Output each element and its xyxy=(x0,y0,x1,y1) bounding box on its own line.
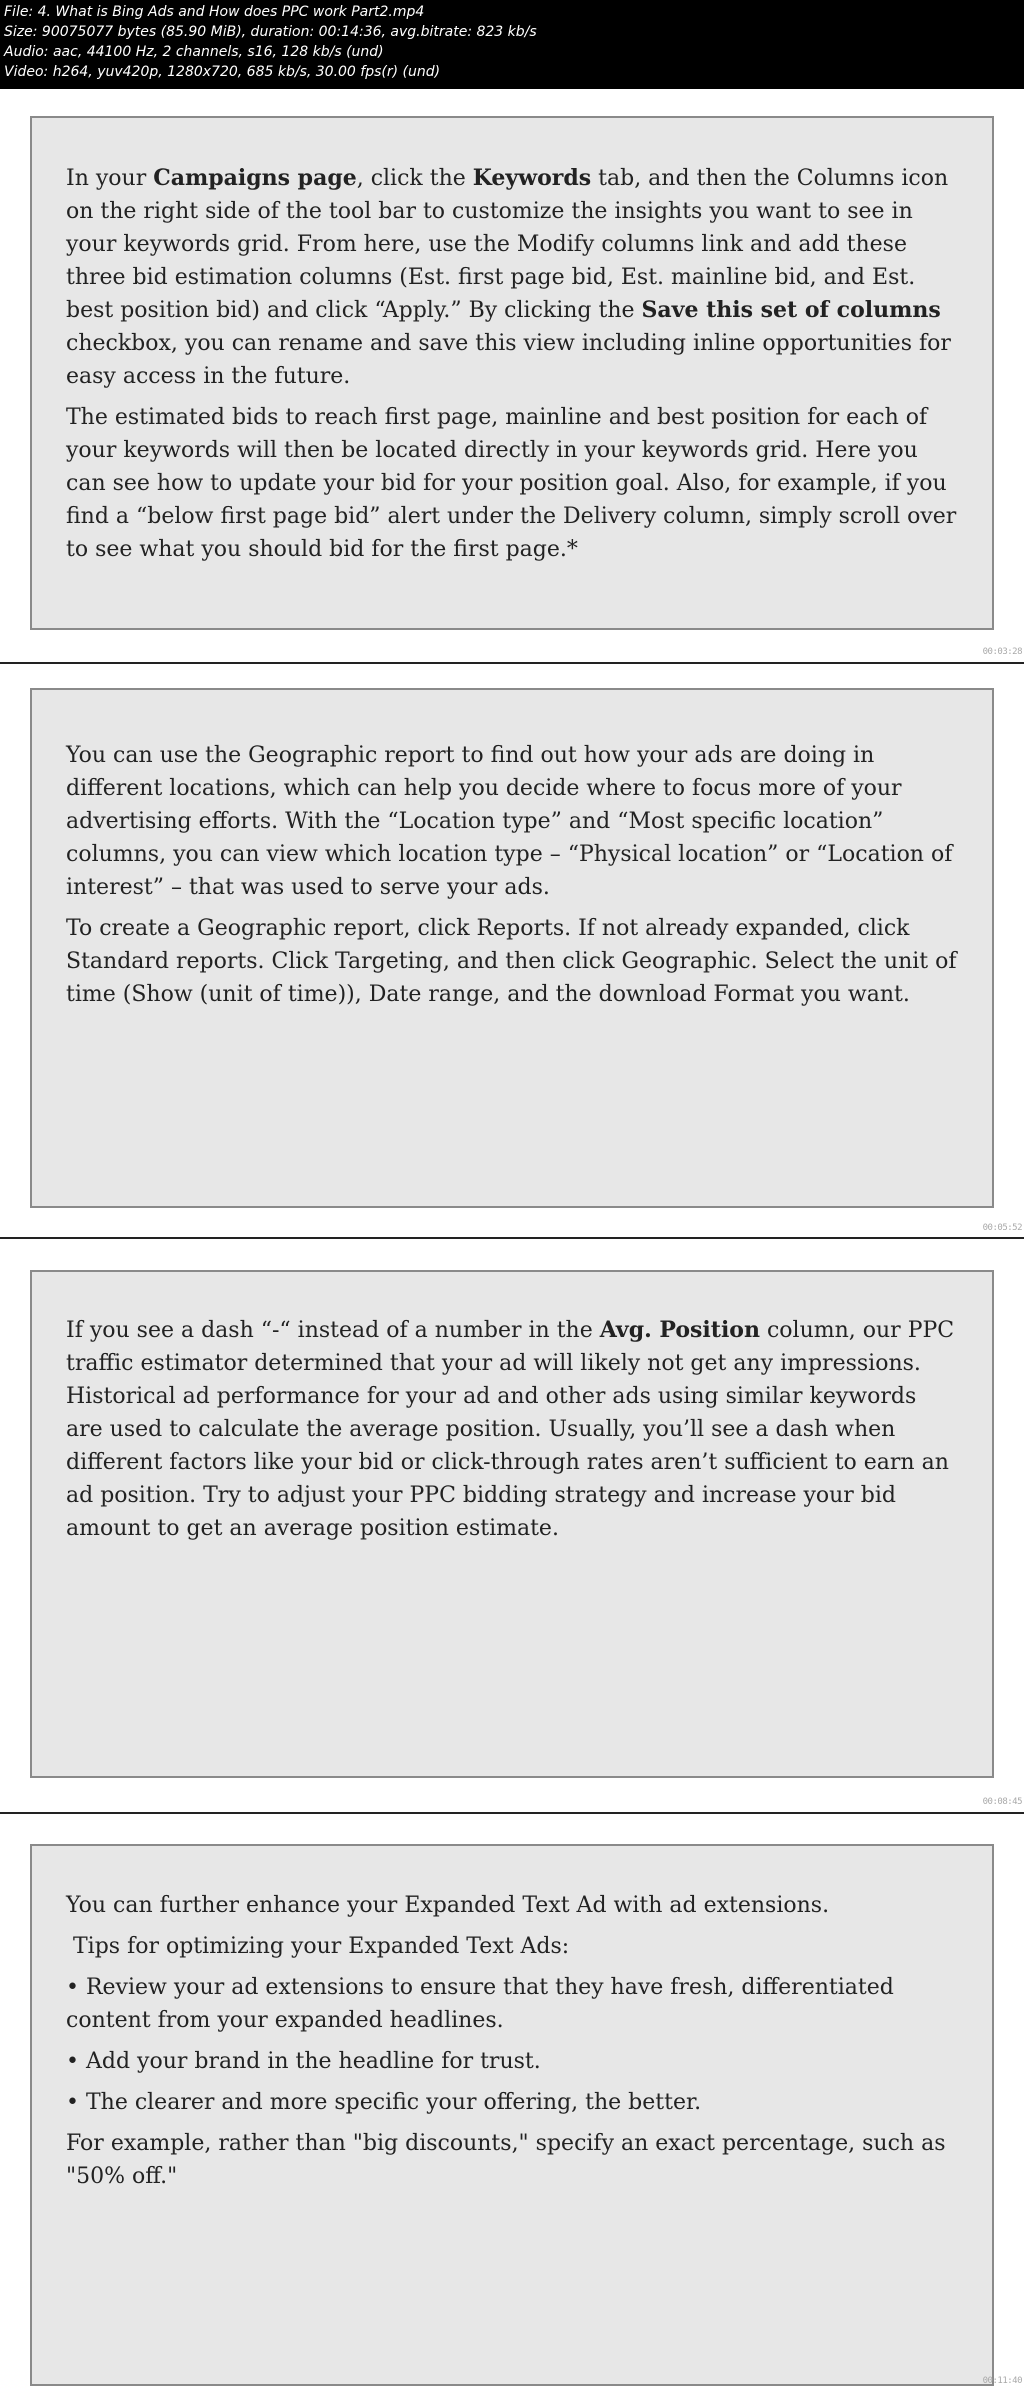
bold-text: Avg. Position xyxy=(599,1317,760,1343)
slide-text-4 xyxy=(66,1889,958,2201)
bold-text: Campaigns page xyxy=(153,165,357,191)
timestamp: 00:03:28 xyxy=(982,647,1022,657)
video-frame-1 xyxy=(0,89,1024,662)
video-frame-2 xyxy=(0,664,1024,1237)
bullet-item: • Review your ad extensions to ensure that they have fresh, differentiated content from your expanded headlines. xyxy=(66,1975,894,2033)
paragraph: For example, rather than "big discounts," specify an exact percentage, such as "50% off." xyxy=(66,2131,946,2189)
paragraph: The estimated bids to reach first page, mainline and best position for each of your keywords will then be located directly in your keywords grid. Here you can see how to update your bid for your position goal. Also, for example, if you find a “below first page bid” alert under the Delivery column, simply scroll over to see what you should bid for the first page.* xyxy=(66,405,957,562)
video-frame-3 xyxy=(0,1239,1024,1812)
bold-text: Keywords xyxy=(472,165,592,191)
text-run: , click the xyxy=(356,166,473,191)
text-run: tab, and then the Columns icon on the right side of the tool bar to customize the insights you want to see in your keywords grid. From here, use the Modify columns link and add these three bid estimation columns (Est. first page bid, Est. mainline bid, and Est. best position bid) and click “Apply.” By clicking the xyxy=(66,166,949,323)
slide-text-1 xyxy=(66,162,958,574)
video-frame-4 xyxy=(0,1814,1024,2389)
bold-text: Save this set of columns xyxy=(641,297,941,323)
paragraph xyxy=(66,162,958,393)
paragraph: You can use the Geographic report to find out how your ads are doing in different locations, which can help you decide where to focus more of your advertising efforts. With the “Location type” and “Most specific location” columns, you can view which location type – “Physical location” or “Location of interest” – that was used to serve your ads. xyxy=(66,743,953,900)
video-info-header xyxy=(0,0,1024,89)
video-info-line: Video: h264, yuv420p, 1280x720, 685 kb/s, 30.00 fps(r) (und) xyxy=(4,64,441,80)
text-run: If you see a dash “-“ instead of a number in the xyxy=(66,1318,600,1343)
file-info-line: File: 4. What is Bing Ads and How does PPC work Part2.mp4 xyxy=(4,4,425,20)
paragraph: To create a Geographic report, click Reports. If not already expanded, click Standard reports. Click Targeting, and then click Geographic. Select the unit of time (Show (unit of time)), Date range, and the download Format you want. xyxy=(66,916,957,1007)
slide-text-3 xyxy=(66,1314,958,1553)
bullet-item: • The clearer and more specific your offering, the better. xyxy=(66,2090,702,2115)
paragraph xyxy=(66,1314,958,1545)
timestamp: 00:05:52 xyxy=(982,1223,1022,1233)
text-run: In your xyxy=(66,166,154,191)
size-info-line: Size: 90075077 bytes (85.90 MiB), duration: 00:14:36, avg.bitrate: 823 kb/s xyxy=(4,24,537,40)
paragraph: You can further enhance your Expanded Text Ad with ad extensions. xyxy=(66,1893,830,1918)
audio-info-line: Audio: aac, 44100 Hz, 2 channels, s16, 128 kb/s (und) xyxy=(4,44,384,60)
text-run: column, our PPC traffic estimator determined that your ad will likely not get any impressions. Historical ad performance for your ad and other ads using similar keywords are used to calculate the average position. Usually, you’ll see a dash when different factors like your bid or click-through rates aren’t sufficient to earn an ad position. Try to adjust your PPC bidding strategy and increase your bid amount to get an average position estimate. xyxy=(66,1318,955,1541)
bullet-item: • Add your brand in the headline for trust. xyxy=(66,2049,541,2074)
paragraph: Tips for optimizing your Expanded Text Ads: xyxy=(66,1934,570,1959)
timestamp: 00:11:40 xyxy=(982,2376,1022,2386)
timestamp: 00:08:45 xyxy=(982,1797,1022,1807)
slide-text-2 xyxy=(66,739,958,1019)
text-run: checkbox, you can rename and save this view including inline opportunities for easy access in the future. xyxy=(66,331,951,389)
